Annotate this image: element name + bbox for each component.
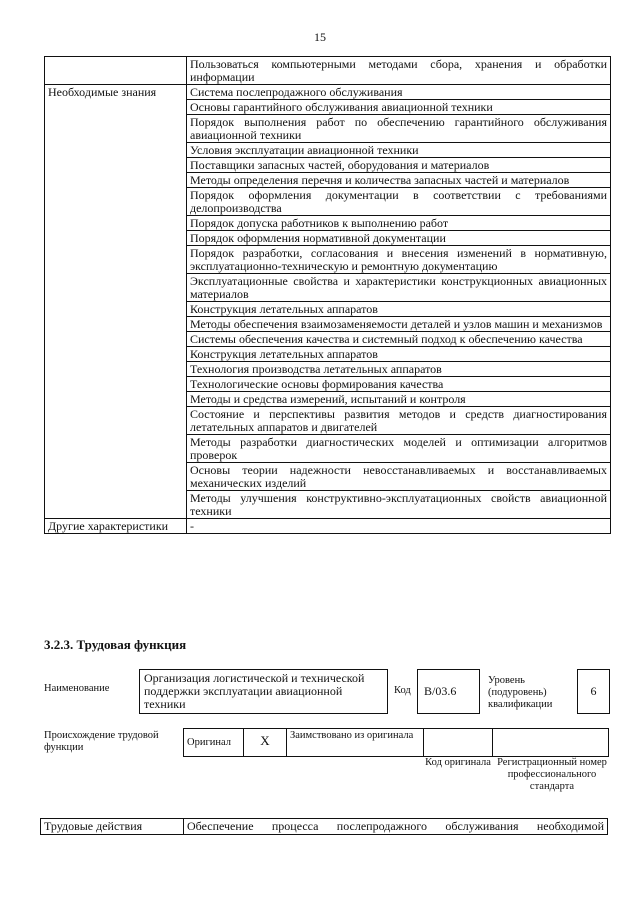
empty-label-cell <box>45 57 187 85</box>
knowledge-item: Порядок выполнения работ по обеспечению гарантийного обслуживания авиационной техники <box>187 115 611 143</box>
labor-actions-label: Трудовые действия <box>41 819 184 835</box>
knowledge-item: Методы разработки диагностических моделей и оптимизации алгоритмов проверок <box>187 435 611 463</box>
original-label: Оригинал <box>184 729 244 757</box>
knowledge-item: Технология производства летательных аппаратов <box>187 362 611 377</box>
knowledge-item: Условия эксплуатации авиационной техники <box>187 143 611 158</box>
origin-label: Происхождение трудовой функции <box>44 730 159 753</box>
knowledge-item: Методы определения перечня и количества запасных частей и материалов <box>187 173 611 188</box>
code-label: Код <box>394 685 411 696</box>
knowledge-item: Методы обеспечения взаимозаменяемости деталей и узлов машин и механизмов <box>187 317 611 332</box>
knowledge-item: Эксплуатационные свойства и характеристики конструкционных авиационных материалов <box>187 274 611 302</box>
original-code-cell <box>424 729 493 757</box>
name-label: Наименование <box>44 683 110 694</box>
requirements-table <box>44 56 611 534</box>
page-number: 15 <box>314 30 326 44</box>
section-title: 3.2.3. Трудовая функция <box>44 637 187 652</box>
knowledge-item: Порядок оформления документации в соответствии с требованиями делопроизводства <box>187 188 611 216</box>
original-code-caption: Код оригинала <box>425 757 491 768</box>
level-label: Уровень (подуровень) квалификации <box>488 675 553 710</box>
knowledge-label: Необходимые знания <box>45 85 187 519</box>
knowledge-item: Системы обеспечения качества и системный подход к обеспечению качества <box>187 332 611 347</box>
function-code-box: B/03.6 <box>417 669 480 714</box>
origin-table <box>183 728 609 757</box>
knowledge-item: Технологические основы формирования качества <box>187 377 611 392</box>
knowledge-item: Порядок разработки, согласования и внесения изменений в нормативную, эксплуатационно-техническую и ремонтную документацию <box>187 246 611 274</box>
table-row <box>45 85 611 100</box>
knowledge-item: Методы и средства измерений, испытаний и контроля <box>187 392 611 407</box>
table-row <box>41 819 608 835</box>
registration-number-caption: Регистрационный номер профессионального стандарта <box>497 757 607 792</box>
knowledge-item: Методы улучшения конструктивно-эксплуатационных свойств авиационной техники <box>187 491 611 519</box>
knowledge-item: Система послепродажного обслуживания <box>187 85 611 100</box>
borrowed-label: Заимствовано из оригинала <box>287 729 424 757</box>
knowledge-item: Порядок допуска работников к выполнению работ <box>187 216 611 231</box>
knowledge-item: Основы теории надежности невосстанавливаемых и восстанавливаемых механических изделий <box>187 463 611 491</box>
knowledge-item: Поставщики запасных частей, оборудования и материалов <box>187 158 611 173</box>
knowledge-item: Состояние и перспективы развития методов и средств диагностирования летательных аппаратов и двигателей <box>187 407 611 435</box>
knowledge-item: Порядок оформления нормативной документации <box>187 231 611 246</box>
knowledge-item: Основы гарантийного обслуживания авиационной техники <box>187 100 611 115</box>
other-characteristics-value: - <box>187 519 611 534</box>
qualification-level-box: 6 <box>577 669 610 714</box>
knowledge-item: Конструкция летательных аппаратов <box>187 302 611 317</box>
table-row <box>45 57 611 85</box>
labor-actions-table <box>40 818 608 835</box>
other-characteristics-label: Другие характеристики <box>45 519 187 534</box>
table-row <box>45 519 611 534</box>
original-mark: X <box>244 729 287 757</box>
function-name-box: Организация логистической и технической поддержки эксплуатации авиационной техники <box>139 669 388 714</box>
registration-number-cell <box>493 729 609 757</box>
knowledge-item: Конструкция летательных аппаратов <box>187 347 611 362</box>
labor-action-item: Обеспечение процесса послепродажного обслуживания необходимой <box>184 819 608 835</box>
skill-cell: Пользоваться компьютерными методами сбора, хранения и обработки информации <box>187 57 611 85</box>
